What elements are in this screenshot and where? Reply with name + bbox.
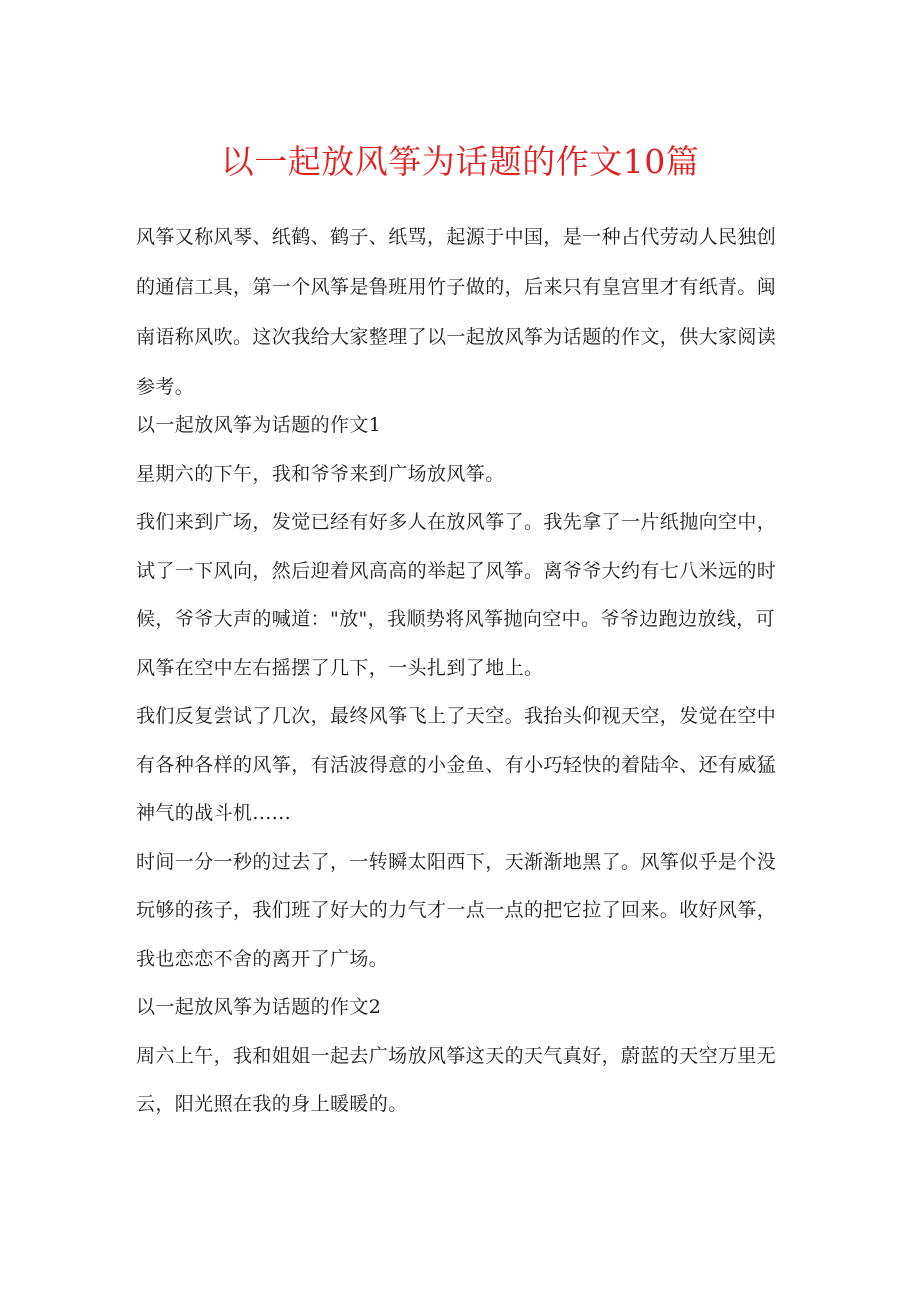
essay2-heading: 以一起放风筝为话题的作文2: [136, 996, 382, 1018]
document-title: 以一起放风筝为话题的作文10篇: [220, 142, 700, 181]
essay1-paragraph-1: 星期六的下午，我和爷爷来到广场放风筝。: [136, 462, 505, 485]
essay2-paragraph-1: 周六上午，我和姐姐一起去广场放风筝这天的天气真好，蔚蓝的天空万里无云，阳光照在我的身上暖暖的。: [136, 1044, 777, 1115]
essay1-paragraph-4: 时间一分一秒的过去了，一转瞬太阳西下，天渐渐地黑了。风筝似乎是个没玩够的孩子，我们班了好大的力气才一点一点的把它拉了回来。收好风筝，我也恋恋不舍的离开了广场。: [136, 850, 777, 970]
essay1-paragraph-2: 我们来到广场，发觉已经有好多人在放风筝了。我先拿了一片纸抛向空中，试了一下风向，然后迎着风高高的举起了风筝。离爷爷大约有七八米远的时候，爷爷大声的喊道："放"，我顺势将风筝抛向空中。爷爷边跑边放线，可风筝在空中左右摇摆了几下，一头扎到了地上。: [136, 511, 777, 679]
essay1-paragraph-3: 我们反复尝试了几次，最终风筝飞上了天空。我抬头仰视天空，发觉在空中有各种各样的风筝，有活波得意的小金鱼、有小巧轻快的着陆伞、还有威猛神气的战斗机......: [136, 705, 777, 824]
intro-paragraph: 风筝又称风琴、纸鹤、鹤子、纸骂，起源于中国，是一种占代劳动人民独创的通信工具，第一个风筝是鲁班用竹子做的，后来只有皇宫里才有纸青。闽南语称风吹。这次我给大家整理了以一起放风筝为话题的作文，供大家阅读参考。: [136, 226, 777, 398]
essay1-heading: 以一起放风筝为话题的作文1: [136, 414, 382, 436]
essay-content: [136, 401, 788, 1129]
